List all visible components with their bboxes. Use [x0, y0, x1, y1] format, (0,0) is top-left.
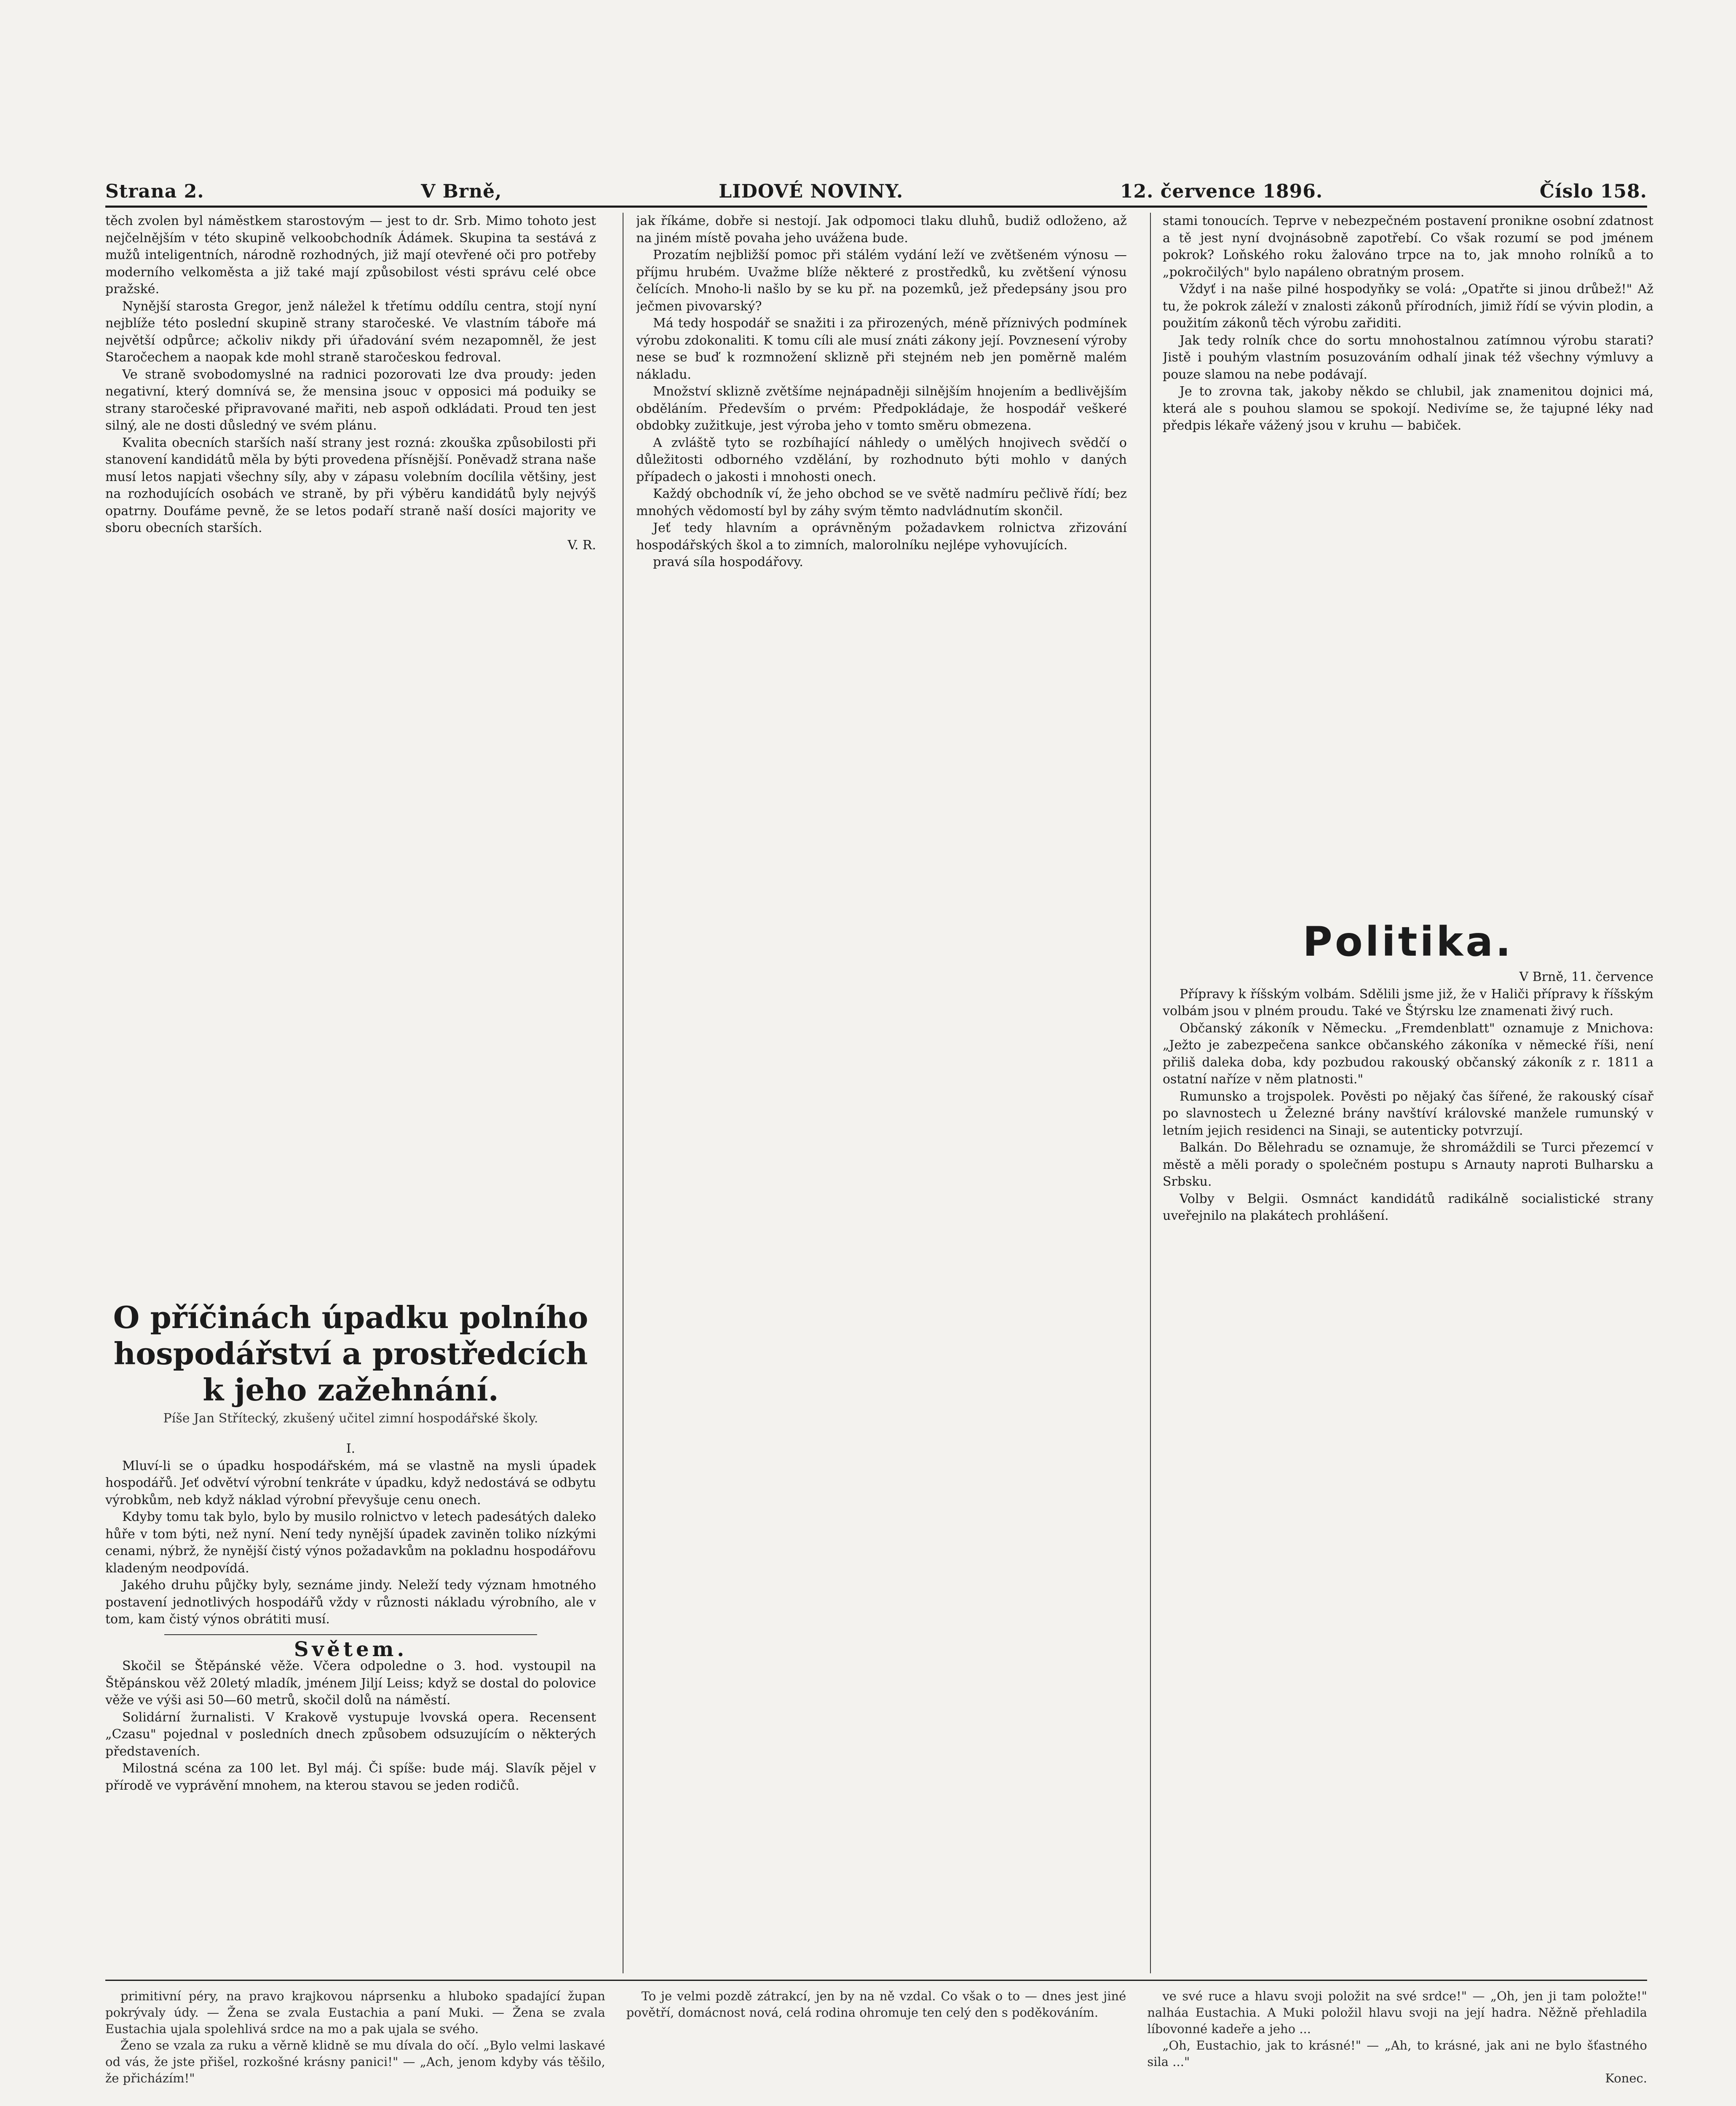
masthead: [105, 173, 1647, 202]
serial-rule: [105, 1980, 1647, 1981]
paragraph: Množství sklizně zvětšíme nejnápadněji silnějším hnojením a bedlivějším obděláním. Především o prvém: Předpokládaje, že hospodář veškeré obdobky zužitkuje, jest výroba jeho v tomto směru obmezena.: [636, 384, 1127, 433]
paragraph: Konec.: [1605, 2071, 1648, 2085]
article-headline: O příčinách úpadku polního hospodářství a prostředcích k jeho zažehnání.: [113, 1299, 588, 1408]
paragraph: Kdyby tomu tak bylo, bylo by musilo rolnictvo v letech padesátých daleko hůře v tom býti, než nyní. Není tedy nynější úpadek zaviněn toliko nízkými cenami, nýbrž, že nynější čistý výnos požadavkům na pokladnu hospodářovu kladeným neodpovídá.: [105, 1510, 596, 1576]
dateline: V Brně, 11. července: [1519, 970, 1653, 984]
section-number: I.: [346, 1441, 356, 1456]
feuilleton: [105, 1988, 1647, 2106]
column-divider: [1150, 213, 1151, 1973]
paragraph: primitivní péry, na pravo krajkovou náprsenku a hluboko spadající župan pokrývaly údy. — Žena se zvala Eustachia a paní Muki. — Žena se zvala Eustachia ujala spolehlivá srdce na mo a pak ujala se svého.: [105, 1989, 605, 2036]
paragraph: Jak tedy rolník chce do sortu mnohostalnou zatímnou výrobu starati? Jistě i pouhým vlastním posuzováním odhalí jinak též všechny výmluvy a pouze slamou na nebe podávají.: [1163, 333, 1653, 382]
news-item: Přípravy k říšským volbám. Sdělili jsme již, že v Haliči přípravy k říšským volbám jsou v plném proudu. Také ve Štýrsku lze znamenati živý ruch.: [1163, 986, 1653, 1018]
paragraph: Vždyť i na naše pilné hospodyňky se volá: „Opatřte si jinou drůbež!" Až tu, že pokrok záleží v znalosti zákonů přírodních, jimiž řídí se vývin plodin, a použitím zákonů těch výrobu zařiditi.: [1163, 282, 1653, 331]
paragraph: Mluví-li se o úpadku hospodářském, má se vlastně na mysli úpadek hospodářů. Jeť odvětví výrobní tenkráte v úpadku, když nedostává se odbytu výrobkům, neb když náklad výrobní převyšuje cenu onech.: [105, 1458, 596, 1507]
column-3-politics: [1163, 969, 1653, 1963]
paragraph: A zvláště tyto se rozbíhající náhledy o umělých hnojivech svědčí o důležitosti odborného vzdělání, by rozhodnuto býti mohlo v daných případech o jakosti i mnohosti onech.: [636, 435, 1127, 484]
city: V Brně,: [421, 181, 502, 202]
news-item: Rumunsko a trojspolek. Pověsti po nějaký čas šířené, že rakouský císař po slavnostech u Železné brány navštíví královské manžele rumunský v letním jejich residenci na Sinaji, se autenticky potvrzují.: [1163, 1089, 1653, 1138]
paragraph: Jeť tedy hlavním a oprávněným požadavkem rolnictva zřizování hospodářských škol a to zimních, malorolníku nejlépe vyhovujících.: [636, 521, 1127, 553]
newspaper-title: LIDOVÉ NOVINY.: [719, 181, 904, 202]
paragraph: pravá síla hospodářovy.: [653, 555, 803, 569]
paragraph: Nynější starosta Gregor, jenž náležel k třetímu oddílu centra, stojí nyní nejblíže této poslední skupině strany staročeské. Ve vlastním táboře má největší odpůrce; ačkoliv nikdy při úřadování svém nezapomněl, že jest Staročechem a naopak kde mohl straně staročeskou fedroval.: [105, 299, 596, 365]
news-item: Skočil se Štěpánské věže. Včera odpoledne o 3. hod. vystoupil na Štěpánskou věž 20letý mladík, jménem Jiljí Leiss; když se dostal do polovice věže ve výši asi 50—60 metrů, skočil dolů na náměstí.: [105, 1659, 596, 1708]
news-item: Občanský zákoník v Německu. „Fremdenblatt" oznamuje z Mnichova: „Ježto je zabezpečena sankce občanského zákoníka v německé říši, není přiliš daleka doba, kdy pozbudou rakouský občanský zákoník z r. 1811 a ostatní naříze v něm platnosti.": [1163, 1021, 1653, 1087]
paragraph: stami tonoucích. Teprve v nebezpečném postavení pronikne osobní zdatnost a tě jest nyní dvojnásobně zapotřebí. Co však rozumí se pod jménem pokrok? Loňského roku žalováno trpce na to, jak mnoho rolníků a to „pokročilých" bylo napáleno obratným prosem.: [1163, 214, 1653, 280]
news-item: Milostná scéna za 100 let. Byl máj. Či spíše: bude máj. Slavík pějel v přírodě ve vyprávění mnohem, na kterou stavou se jeden rodičů.: [105, 1761, 596, 1793]
paragraph: Ve straně svobodomyslné na radnici pozorovati lze dva proudy: jeden negativní, který domnívá se, že mensina jsouc v opposici má poduiky se strany staročeské připravované mařiti, neb aspoň odkládati. Proud ten jest silný, ale ne dosti důsledný ve svém plánu.: [105, 367, 596, 433]
paragraph: Je to zrovna tak, jakoby někdo se chlubil, jak znamenitou dojnici má, která ale s pouhou slamou se spokojí. Nedivíme se, že tajupné léky nad předpis lékaře vážený jsou v kruhu — babiček.: [1163, 384, 1653, 433]
masthead-rule: [105, 206, 1647, 208]
paragraph: Kvalita obecních starších naší strany jest rozná: zkouška způsobilosti při stanovení kandidátů měla by býti provedena přísnější. Poněvadž strana naše musí letos napjati všechny síly, aby v zápasu volebním docílila většiny, jest na rozhodujících osobách ve straně, by při výběru kandidátů byly nejvýš opatrny. Doufáme pevně, že se letos podaří straně naší dosíci majority ve sboru obecních starších.: [105, 435, 596, 535]
news-item: Solidární žurnalisti. V Krakově vystupuje lvovská opera. Recensent „Czasu" pojednal v posledních dnech způsobem odsuzujícím o některých představeních.: [105, 1710, 596, 1759]
paragraph: Každý obchodník ví, že jeho obchod se ve světě nadmíru pečlivě řídí; bez mnohých vědomostí byl by záhy svým těmto nadvládnutím skončil.: [636, 486, 1127, 518]
column-1-article: [105, 1441, 596, 1971]
feuilleton-column: [105, 1988, 605, 2106]
feuilleton-column: [626, 1988, 1126, 2106]
paragraph: Ženo se vzala za ruku a věrně klidně se mu dívala do očí. „Bylo velmi laskavé od vás, že jste přišel, rozkošné krásny panici!" — „Ach, jenom kdyby vás těšilo, že přicházím!": [105, 2038, 605, 2085]
news-item: Volby v Belgii. Osmnáct kandidátů radikálně socialistické strany uveřejnilo na plakátech prohlášení.: [1163, 1191, 1653, 1223]
paragraph: Prozatím nejbližší pomoc při stálém vydání leží ve zvětšeném výnosu — příjmu hrubém. Uvažme blíže některé z prostředků, ku zvětšení výnosu čelících. Mnoho-li našlo by se ku př. na pozemků, jež předepsány jsou pro ječmen pivovarský?: [636, 248, 1127, 314]
section-title: Světem.: [294, 1637, 408, 1661]
paragraph: Má tedy hospodář se snažiti i za přirozených, méně příznivých podmínek výrobu zdokonaliti. K tomu cíli ale musí znáti zákony její. Povznesení výroby nese se buď k rozmnožení sklizně při stejném neb jen poměrně malém nákladu.: [636, 316, 1127, 382]
article-byline: Píše Jan Střítecký, zkušený učitel zimní hospodářské školy.: [163, 1411, 538, 1426]
issue-date: 12. července 1896.: [1120, 181, 1323, 202]
news-item: Balkán. Do Bělehradu se oznamuje, že shromáždili se Turci přezemcí v městě a měli porady o společném postupu s Arnauty naproti Bulharsku a Srbsku.: [1163, 1140, 1653, 1189]
paragraph: těch zvolen byl náměstkem starostovým — jest to dr. Srb. Mimo tohoto jest nejčelnějším v této skupině velkoobchodník Ádámek. Skupina ta sestává z mužů inteligentních, národně rozhodných, již mají otevřené oči pro potřeby moderního velkoměsta a již také mají způsobilost vésti správu celé obce pražské.: [105, 214, 596, 297]
issue-number: Číslo 158.: [1539, 181, 1647, 202]
separator: [164, 1634, 537, 1635]
paragraph: To je velmi pozdě zátrakcí, jen by na ně vzdal. Co však o to — dnes jest jiné povětří, domácnost nová, celá rodina ohromuje ten celý den s poděkováním.: [626, 1989, 1126, 2020]
signature: V. R.: [567, 537, 596, 553]
politika-heading: Politika.: [1303, 918, 1514, 965]
paragraph: jak říkáme, dobře si nestojí. Jak odpomoci tlaku dluhů, budiž odloženo, až na jiném místě povaha jeho uvážena bude.: [636, 214, 1127, 246]
column-2: [636, 213, 1127, 1961]
feuilleton-column: [1147, 1988, 1647, 2106]
paragraph: „Oh, Eustachio, jak to krásné!" — „Ah, to krásné, jak ani ne bylo šťastného sila ...": [1147, 2038, 1648, 2069]
paragraph: Jakého druhu půjčky byly, seznáme jindy. Neleží tedy význam hmotného postavení jednotlivých hospodářů vždy v různosti nákladu výrobního, ale v tom, kam čistý výnos obrátiti musí.: [105, 1578, 596, 1627]
page-number: Strana 2.: [105, 181, 204, 202]
paragraph: ve své ruce a hlavu svoji položit na své srdce!" — „Oh, jen ji tam položte!" nalháa Eustachia. A Muki položil hlavu svoji na její hadra. Něžně přehladila líbovonné kadeře a jeho ...: [1147, 1989, 1648, 2036]
column-1: [105, 213, 596, 1295]
